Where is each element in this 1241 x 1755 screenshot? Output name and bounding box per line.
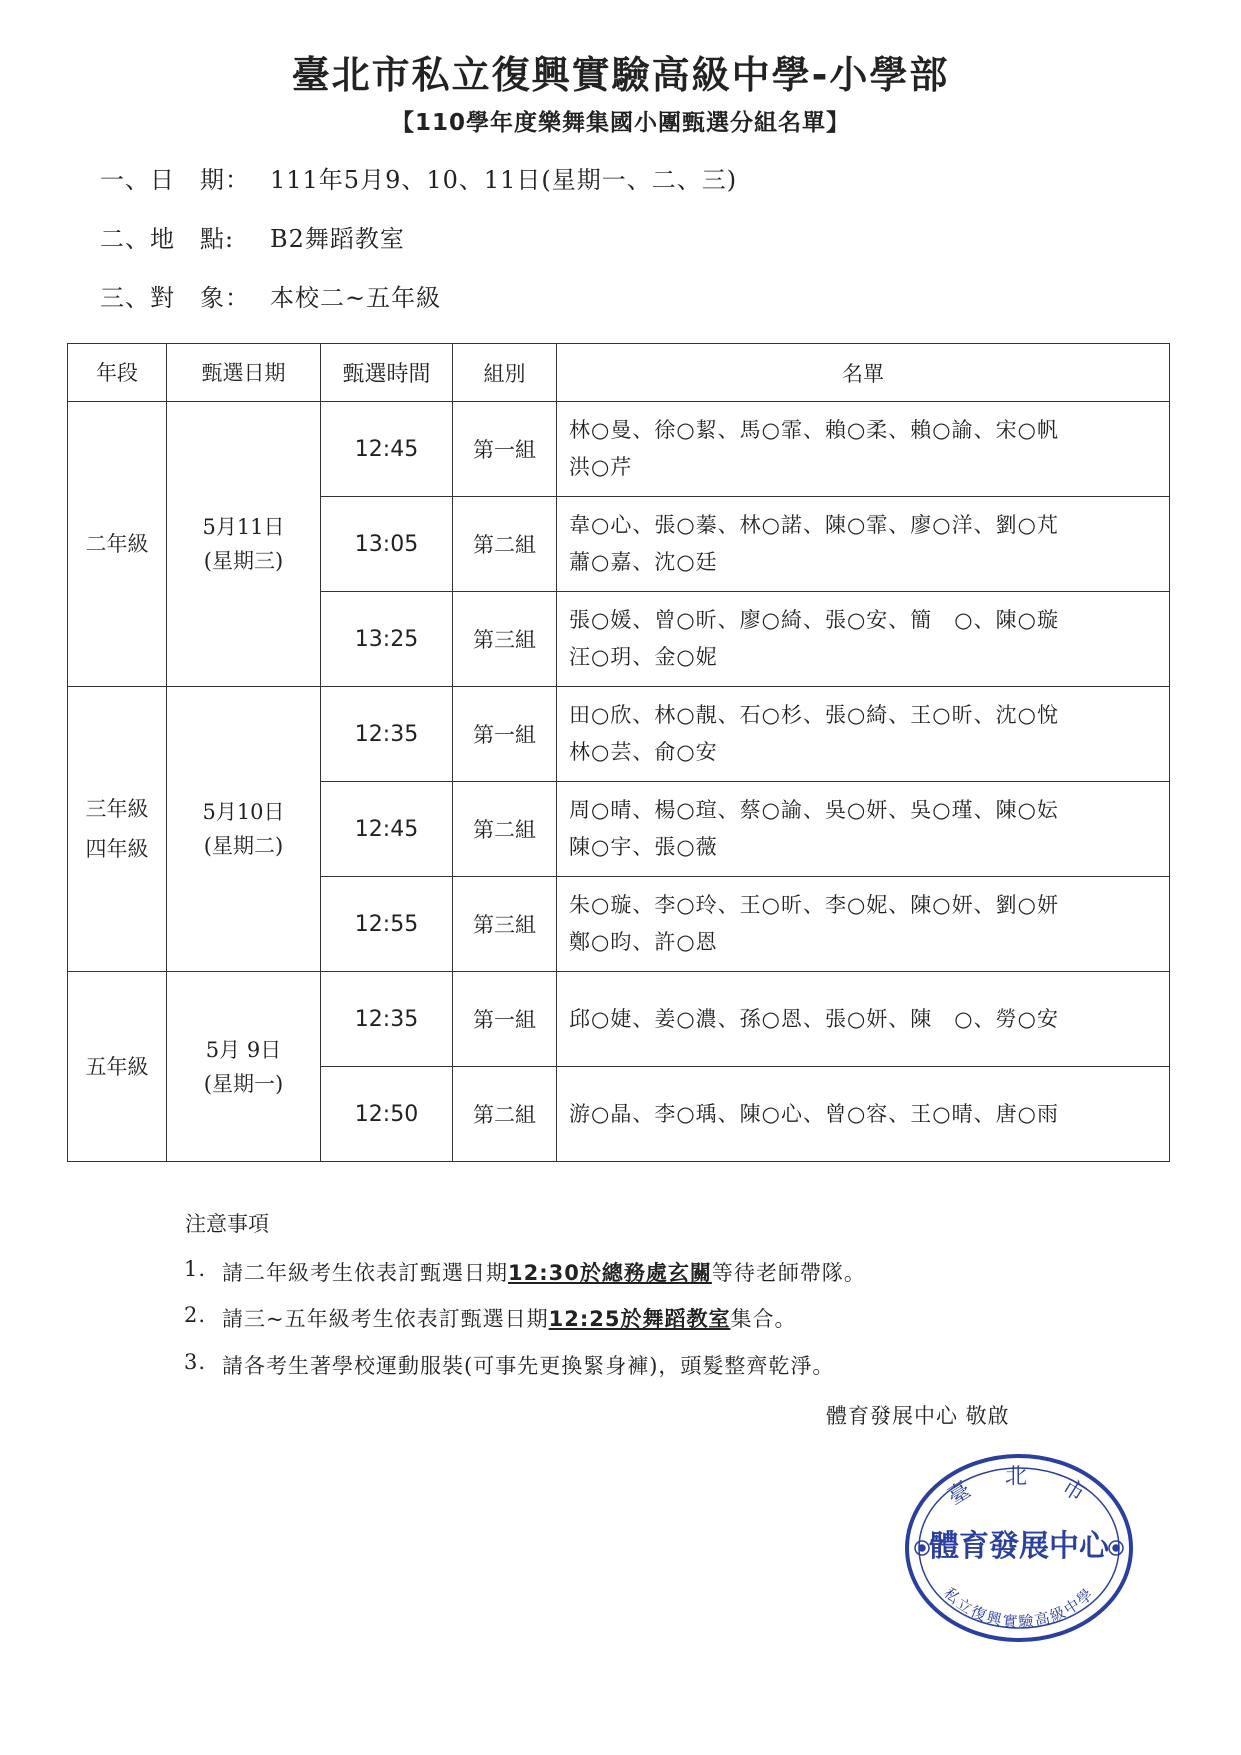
time-cell: 12:55 <box>321 877 453 972</box>
table-row <box>68 687 1170 782</box>
header-date: 甄選日期 <box>167 344 321 402</box>
names-cell <box>557 972 1170 1067</box>
note-number: 3. <box>184 1350 207 1374</box>
info-place <box>100 219 405 254</box>
names-line: 朱○璇、李○玲、王○昕、李○妮、陳○妍、劉○妍 <box>569 893 1059 917</box>
grade-label: 二年級 <box>85 532 149 556</box>
info-target <box>100 278 441 313</box>
seal-emblem-left <box>915 1541 929 1555</box>
grade-label: 四年級 <box>85 837 149 861</box>
time-cell: 12:45 <box>321 782 453 877</box>
names-line: 韋○心、張○蓁、林○諾、陳○霏、廖○洋、劉○芃 <box>569 513 1059 537</box>
names-line: 田○欣、林○靚、石○杉、張○綺、王○昕、沈○悅 <box>569 703 1059 727</box>
note-item <box>184 1257 866 1287</box>
group-cell: 第二組 <box>453 497 557 592</box>
table-header-row <box>68 344 1170 402</box>
grade-label: 三年級 <box>85 797 149 821</box>
seal-emblem-right <box>1109 1541 1123 1555</box>
names-cell <box>557 402 1170 497</box>
seal-center-text: 體育發展中心 <box>929 1529 1109 1564</box>
date-cell <box>167 402 321 687</box>
names-line: 邱○婕、姜○濃、孫○恩、張○妍、陳 ○、勞○安 <box>569 1006 1059 1031</box>
notes-title: 注意事項 <box>185 1212 269 1236</box>
note-text: 請各考生著學校運動服裝(可事先更換緊身褲)，頭髮整齊乾淨。 <box>222 1354 835 1378</box>
names-cell <box>557 687 1170 782</box>
names-line: 張○媛、曾○昕、廖○綺、張○安、簡 ○、陳○璇 <box>569 608 1059 632</box>
official-seal <box>902 1448 1136 1648</box>
note-text: 請二年級考生依表訂甄選日期 <box>222 1261 508 1285</box>
names-cell <box>557 592 1170 687</box>
time-cell: 12:35 <box>321 972 453 1067</box>
date-cell <box>167 687 321 972</box>
page-title: 臺北市私立復興實驗高級中學-小學部 <box>291 53 950 97</box>
time-cell: 13:25 <box>321 592 453 687</box>
weekday-label: (星期一) <box>203 1071 284 1096</box>
weekday-label: (星期三) <box>203 549 284 573</box>
time-cell: 12:35 <box>321 687 453 782</box>
group-cell: 第二組 <box>453 1067 557 1162</box>
group-cell: 第一組 <box>453 687 557 782</box>
group-cell: 第三組 <box>453 877 557 972</box>
info-date-label: 一、日 期： <box>100 166 250 194</box>
names-line: 林○芸、俞○安 <box>569 740 718 764</box>
names-line: 游○晶、李○瑀、陳○心、曾○容、王○晴、唐○雨 <box>569 1101 1059 1126</box>
names-line: 周○晴、楊○瑄、蔡○諭、吳○妍、吳○瑾、陳○妘 <box>569 798 1059 822</box>
time-cell: 12:45 <box>321 402 453 497</box>
names-line: 陳○宇、張○薇 <box>569 835 718 859</box>
names-line: 蕭○嘉、沈○廷 <box>569 550 718 574</box>
note-item <box>184 1303 796 1333</box>
signature: 體育發展中心 敬啟 <box>826 1404 1010 1428</box>
info-target-label: 三、對 象： <box>100 284 250 312</box>
note-text-end: 集合。 <box>730 1307 797 1331</box>
grade-cell <box>68 402 167 687</box>
names-line: 汪○玥、金○妮 <box>569 645 718 669</box>
info-target-value: 本校二~五年級 <box>270 284 442 312</box>
info-date-value: 111年5月9、10、11日(星期一、二、三) <box>270 166 738 194</box>
grade-cell <box>68 687 167 972</box>
note-item <box>184 1350 834 1380</box>
date-cell <box>167 972 321 1162</box>
header-names: 名單 <box>557 344 1170 402</box>
info-date <box>100 160 737 195</box>
date-label: 5月10日 <box>202 800 285 824</box>
table-row <box>68 402 1170 497</box>
note-highlight: 12:25於舞蹈教室 <box>548 1307 731 1331</box>
names-line: 林○曼、徐○絜、馬○霏、賴○柔、賴○諭、宋○帆 <box>569 418 1059 442</box>
group-cell: 第二組 <box>453 782 557 877</box>
date-label: 5月 9日 <box>205 1037 282 1062</box>
note-number: 2. <box>184 1303 207 1327</box>
group-cell: 第一組 <box>453 402 557 497</box>
schedule-table <box>67 343 1170 1162</box>
note-number: 1. <box>184 1257 207 1281</box>
names-line: 洪○芹 <box>569 455 633 479</box>
header-time: 甄選時間 <box>321 344 453 402</box>
info-place-label: 二、地 點: <box>100 225 235 253</box>
header-grade: 年段 <box>68 344 167 402</box>
grade-cell <box>68 972 167 1162</box>
grade-label: 五年級 <box>85 1054 149 1079</box>
seal-bottom-text: 私立復興實驗高級中學 <box>940 1584 1098 1632</box>
date-label: 5月11日 <box>202 515 285 539</box>
names-cell <box>557 782 1170 877</box>
names-cell <box>557 877 1170 972</box>
note-text-end: 等待老師帶隊。 <box>711 1261 866 1285</box>
names-cell <box>557 497 1170 592</box>
names-cell <box>557 1067 1170 1162</box>
time-cell: 12:50 <box>321 1067 453 1162</box>
weekday-label: (星期二) <box>203 834 284 858</box>
seal-top-text: 臺 北 市 <box>943 1464 1095 1511</box>
note-highlight: 12:30於總務處玄關 <box>508 1261 712 1285</box>
time-cell: 13:05 <box>321 497 453 592</box>
group-cell: 第一組 <box>453 972 557 1067</box>
group-cell: 第三組 <box>453 592 557 687</box>
note-text: 請三~五年級考生依表訂甄選日期 <box>222 1307 549 1331</box>
page-subtitle: 【110學年度樂舞集國小團甄選分組名單】 <box>390 110 850 136</box>
header-group: 組別 <box>453 344 557 402</box>
names-line: 鄭○昀、許○恩 <box>569 930 718 954</box>
info-place-value: B2舞蹈教室 <box>270 225 405 253</box>
table-row <box>68 972 1170 1067</box>
